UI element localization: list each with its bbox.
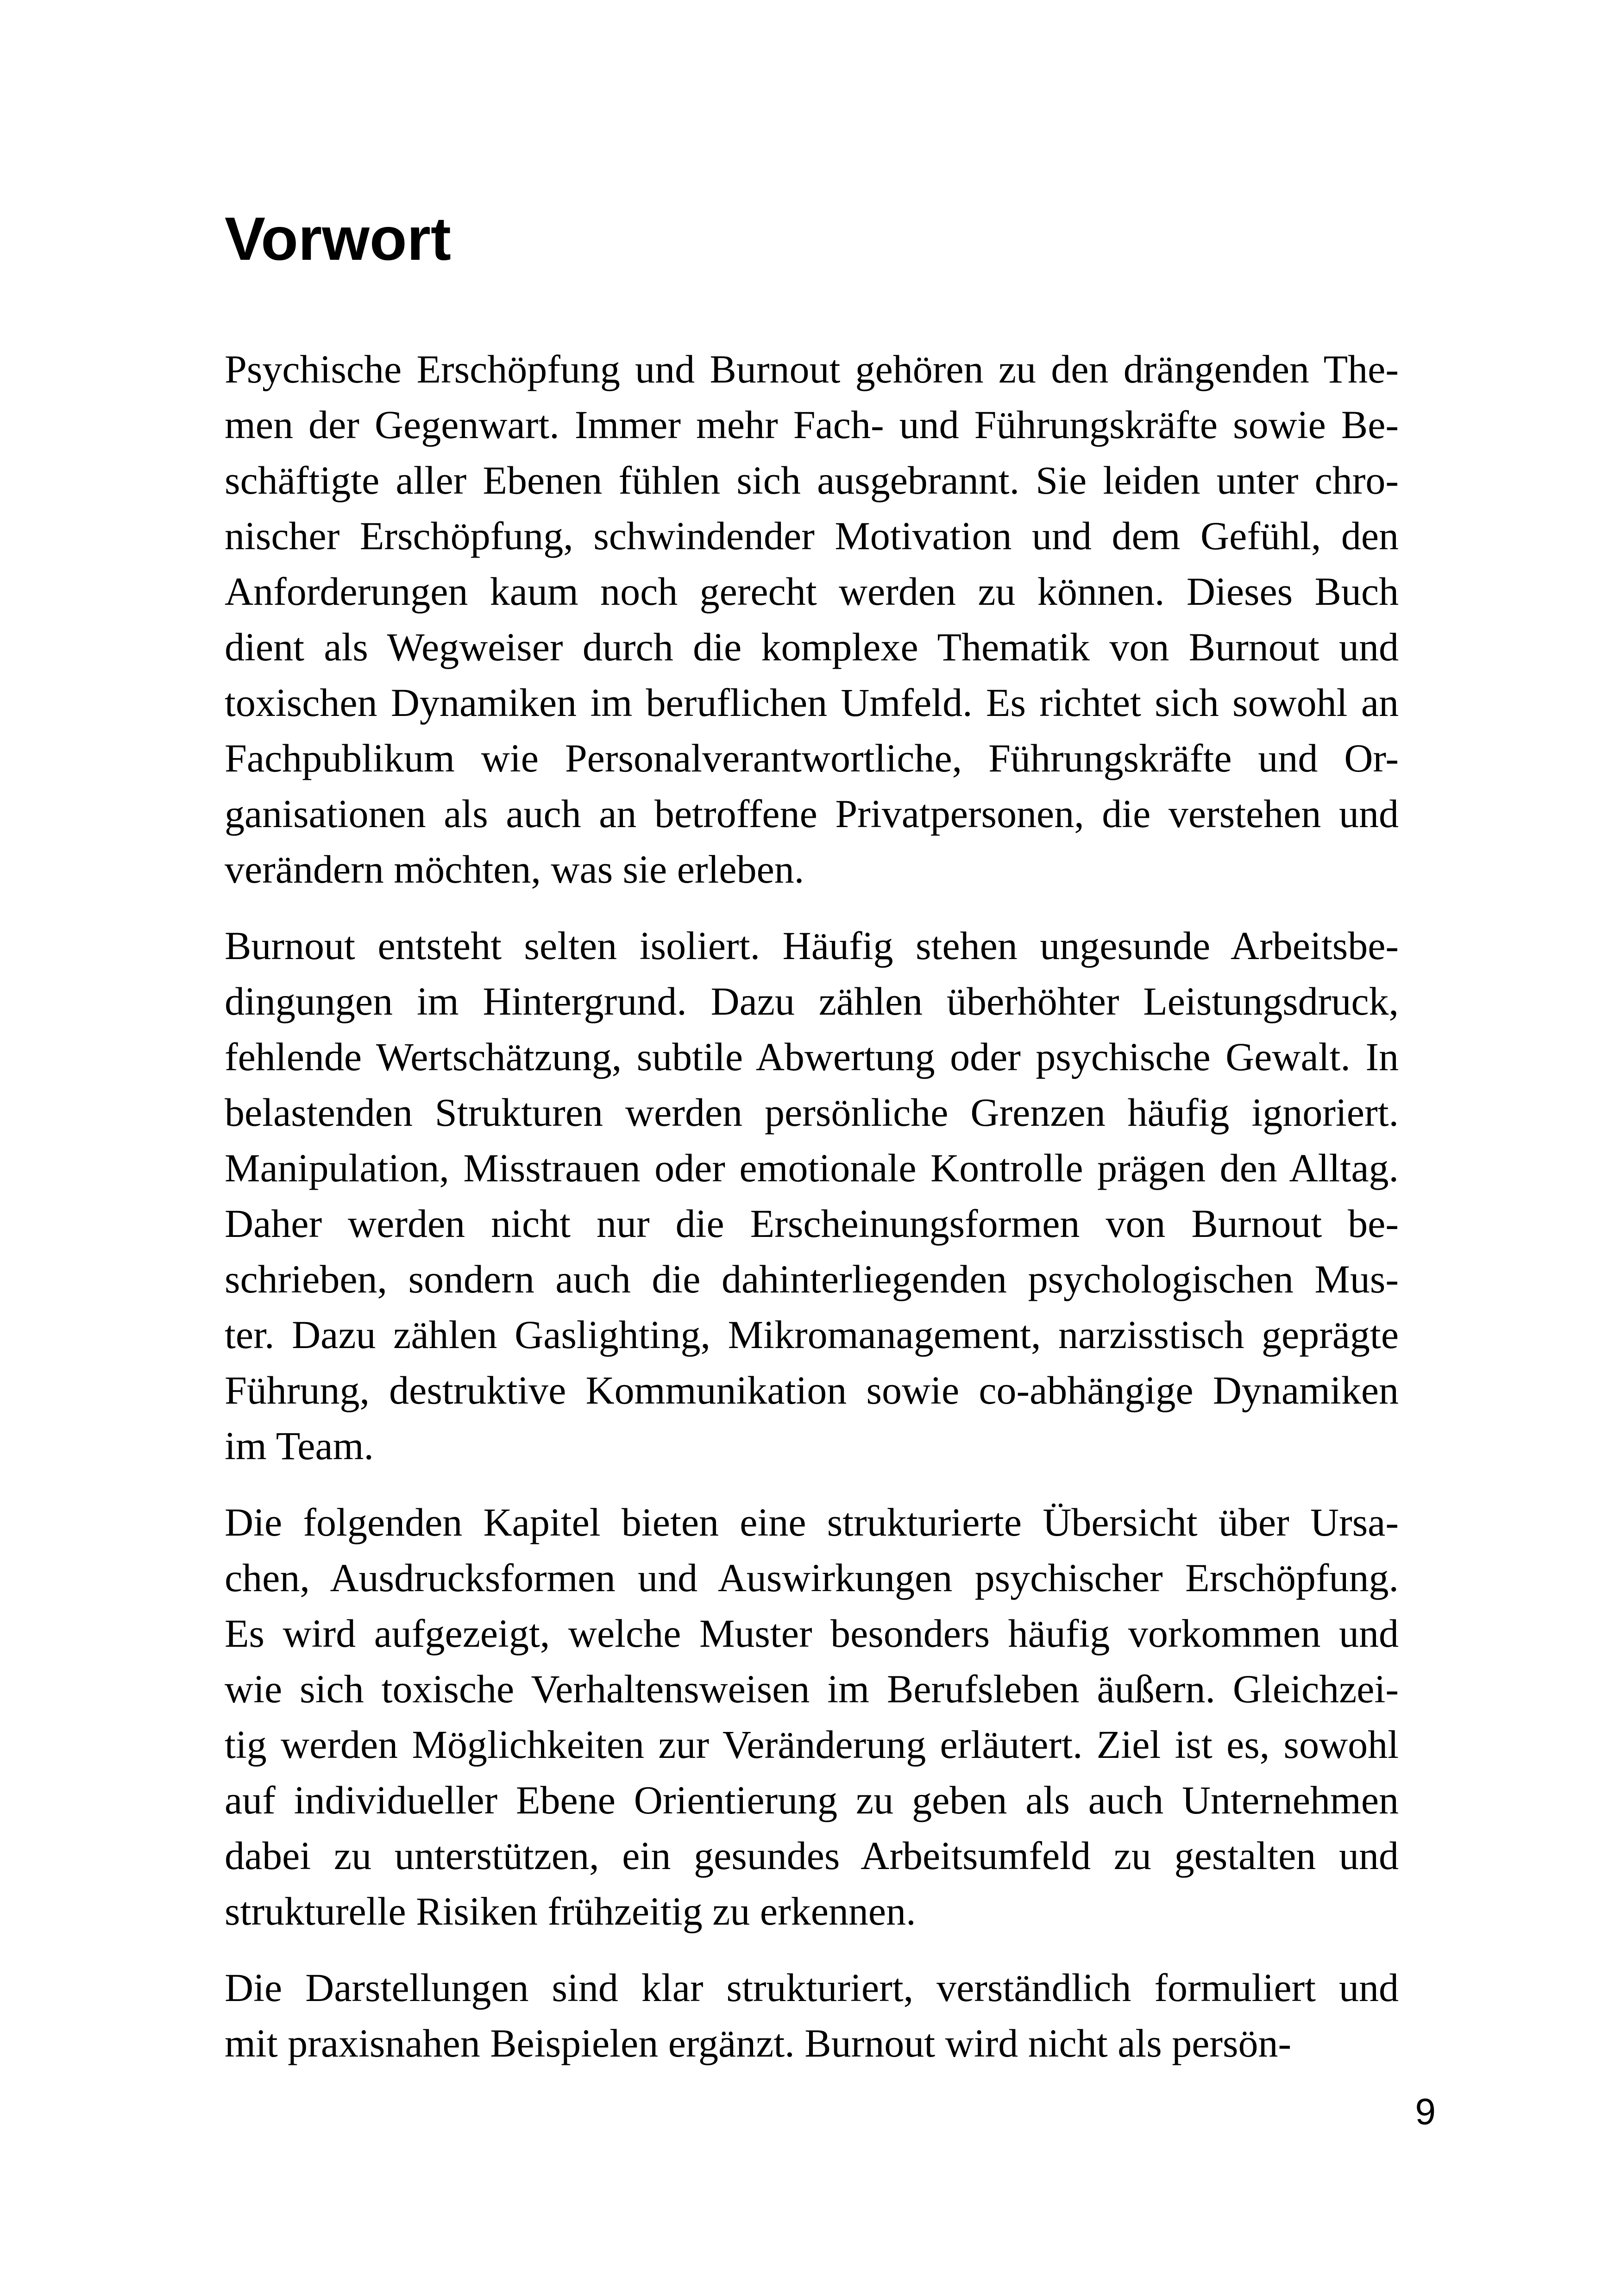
text-line: chen, Ausdrucksformen und Auswirkungen psychischer Erschöpfung.	[225, 1556, 1399, 1600]
paragraph	[225, 1494, 1399, 1939]
page-number: 9	[1415, 2091, 1436, 2132]
text-line: ter. Dazu zählen Gaslighting, Mikromanagement, narzisstisch geprägte	[225, 1312, 1399, 1357]
paragraph	[225, 1960, 1399, 2071]
text-line: im Team.	[225, 1424, 374, 1468]
text-line: mit praxisnahen Beispielen ergänzt. Burnout wird nicht als persön-	[225, 2021, 1292, 2065]
text-line: belastenden Strukturen werden persönliche Grenzen häufig ignoriert.	[225, 1090, 1399, 1135]
text-line: dingungen im Hintergrund. Dazu zählen überhöhter Leistungsdruck,	[225, 979, 1399, 1023]
text-line: men der Gegenwart. Immer mehr Fach- und Führungskräfte sowie Be-	[225, 402, 1399, 447]
text-line: toxischen Dynamiken im beruflichen Umfeld. Es richtet sich sowohl an	[225, 680, 1399, 725]
text-line: Die Darstellungen sind klar strukturiert, verständlich formuliert und	[225, 1965, 1399, 2010]
text-line: Psychische Erschöpfung und Burnout gehören zu den drängenden The-	[225, 347, 1399, 391]
text-line: Es wird aufgezeigt, welche Muster besonders häufig vorkommen und	[225, 1611, 1399, 1656]
text-line: Führung, destruktive Kommunikation sowie co-abhängige Dynamiken	[225, 1368, 1399, 1412]
text-line: Fachpublikum wie Personalverantwortliche, Führungskräfte und Or-	[225, 736, 1399, 780]
text-line: nischer Erschöpfung, schwindender Motivation und dem Gefühl, den	[225, 514, 1399, 558]
text-line: fehlende Wertschätzung, subtile Abwertung oder psychische Gewalt. In	[225, 1035, 1399, 1079]
text-line: verändern möchten, was sie erleben.	[225, 847, 804, 891]
body-text	[225, 341, 1399, 2071]
text-line: ganisationen als auch an betroffene Privatpersonen, die verstehen und	[225, 791, 1399, 836]
text-line: dient als Wegweiser durch die komplexe Thematik von Burnout und	[225, 625, 1399, 669]
text-line: Die folgenden Kapitel bieten eine strukturierte Übersicht über Ursa-	[225, 1500, 1399, 1544]
text-line: Anforderungen kaum noch gerecht werden zu können. Dieses Buch	[225, 569, 1399, 614]
text-line: schäftigte aller Ebenen fühlen sich ausgebrannt. Sie leiden unter chro-	[225, 458, 1399, 502]
text-line: Manipulation, Misstrauen oder emotionale Kontrolle prägen den Alltag.	[225, 1146, 1399, 1190]
text-line: dabei zu unterstützen, ein gesundes Arbeitsumfeld zu gestalten und	[225, 1833, 1399, 1878]
text-line: tig werden Möglichkeiten zur Veränderung erläutert. Ziel ist es, sowohl	[225, 1722, 1399, 1767]
text-line: Burnout entsteht selten isoliert. Häufig stehen ungesunde Arbeitsbe-	[225, 923, 1399, 968]
paragraph	[225, 341, 1399, 897]
text-line: schrieben, sondern auch die dahinterliegenden psychologischen Mus-	[225, 1257, 1399, 1301]
text-line: wie sich toxische Verhaltensweisen im Berufsleben äußern. Gleichzei-	[225, 1667, 1399, 1711]
text-line: auf individueller Ebene Orientierung zu geben als auch Unternehmen	[225, 1778, 1399, 1822]
text-line: strukturelle Risiken frühzeitig zu erkennen.	[225, 1889, 916, 1933]
text-line: Daher werden nicht nur die Erscheinungsformen von Burnout be-	[225, 1201, 1399, 1246]
page-title: Vorwort	[225, 205, 451, 273]
paragraph	[225, 918, 1399, 1474]
